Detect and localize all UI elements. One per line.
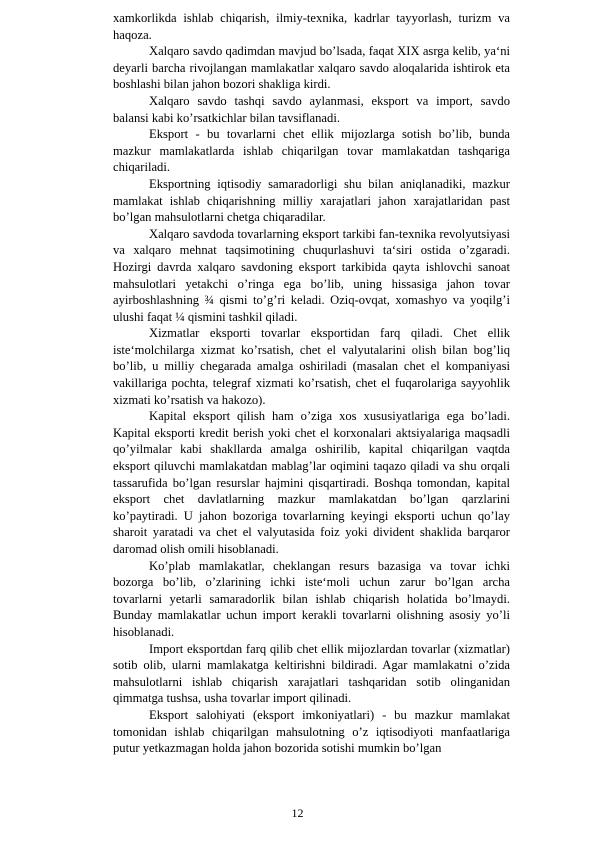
paragraph: Eksport - bu tovarlarni chet ellik mijozlarga sotish bo’lib, bunda mazkur mamlakatlarda ishlab chiqarilgan tovar mamlakatdan tashqariga chiqariladi. bbox=[113, 127, 510, 175]
paragraph: Kapital eksport qilish ham o’ziga xos xususiyatlariga ega bo’ladi. Kapital eksporti kredit berish yoki chet el korxonalari aktsiyalariga maqsadli qo’yilmalar kabi shakllarda amalga oshirilib, kapital chiqarilgan vaqtda eksport qiluvchi mamlakatdan mablag’lar oqimini taqazo qiladi va shu orqali tassarufida bo’lgan resurslar hajmini qisqartiradi. Boshqa tomondan, kapital eksport chet davlatlarning mazkur mamlakatdan bo’lgan qarzlarini ko’paytiradi. U jahon bozoriga tovarlarning keyingi eksporti uchun qo’lay sharoit yaratadi va chet el valyutasida foiz yoki divident shaklida barqaror daromad olish omili hisoblanadi. bbox=[113, 409, 510, 556]
paragraph: Xalqaro savdo tashqi savdo aylanmasi, eksport va import, savdo balansi kabi ko’rsatkichlar bilan tavsiflanadi. bbox=[113, 93, 510, 125]
paragraph: Eksportning iqtisodiy samaradorligi shu bilan aniqlanadiki, mazkur mamlakat ishlab chiqarishning milliy xarajatlari jahon xarajatlaridan past bo’lgan mahsulotlarni chetga chiqaradilar. bbox=[113, 176, 510, 225]
paragraph: Eksport salohiyati (eksport imkoniyatlari) - bu mazkur mamlakat tomonidan ishlab chiqarilgan mahsulotning o’z iqtisodiyoti manfaatlariga putur yetkazmagan holda jahon bozorida sotishi mumkin bo’lgan bbox=[113, 707, 510, 756]
paragraph: Xalqaro savdoda tovarlarning eksport tarkibi fan-texnika revolyutsiyasi va xalqaro mehnat taqsimotining chuqurlashuvi ta‘siri ostida o’zgaradi. Hozirgi davrda xalqaro savdoning eksport tarkibida qayta ishlovchi sanoat mahsulotlari yetakchi o’ringa ega bo’lib, uning hissasiga jahon tovar ayirboshlashning ¾ qismi to’g’ri keladi. Oziq-ovqat, xomashyo va yoqilg’i ulushi faqat ¼ qismini tashkil qiladi. bbox=[113, 226, 510, 324]
paragraph: Xizmatlar eksporti tovarlar eksportidan farq qiladi. Chet ellik iste‘molchilarga xizmat ko’rsatish, chet el valyutalarini olish bilan bog’liq bo’lib, u milliy chegarada amalga oshiriladi (masalan chet el kompaniyasi vakillariga pochta, telegraf xizmati ko’rsatish, chet el fuqarolariga sayyohlik xizmati ko’rsatish va hakozo). bbox=[113, 326, 510, 407]
paragraph: Import eksportdan farq qilib chet ellik mijozlardan tovarlar (xizmatlar) sotib olib, ularni mamlakatga keltirishni bildiradi. Agar mamlakatni o’zida mahsulotlarni ishlab chiqarish xarajatlari tashqaridan sotib olinganidan qimmatga tushsa, usha tovarlar import qilinadi. bbox=[113, 641, 510, 706]
body-text bbox=[113, 10, 510, 757]
paragraph-continuation: xamkorlikda ishlab chiqarish, ilmiy-texnika, kadrlar tayyorlash, turizm va haqoza. bbox=[113, 11, 510, 42]
paragraph: Xalqaro savdo qadimdan mavjud bo’lsada, faqat XIX asrga kelib, ya‘ni deyarli barcha rivojlangan mamlakatlar xalqaro savdo aloqalarida ishtirok eta boshlashi bilan jahon bozori shakliga kirdi. bbox=[113, 44, 510, 92]
page-number: 12 bbox=[291, 806, 304, 820]
paragraph: Ko’plab mamlakatlar, cheklangan resurs bazasiga va tovar ichki bozorga bo’lib, o’zlarining ichki iste‘moli uchun zarur bo’lgan archa tovarlarni yetarli samaradorlik bilan ishlab chiqarish holatida bo’lmaydi. Bunday mamlakatlar uchun import kerakli tovarlarni olishning asosiy yo’li hisoblanadi. bbox=[113, 558, 510, 639]
